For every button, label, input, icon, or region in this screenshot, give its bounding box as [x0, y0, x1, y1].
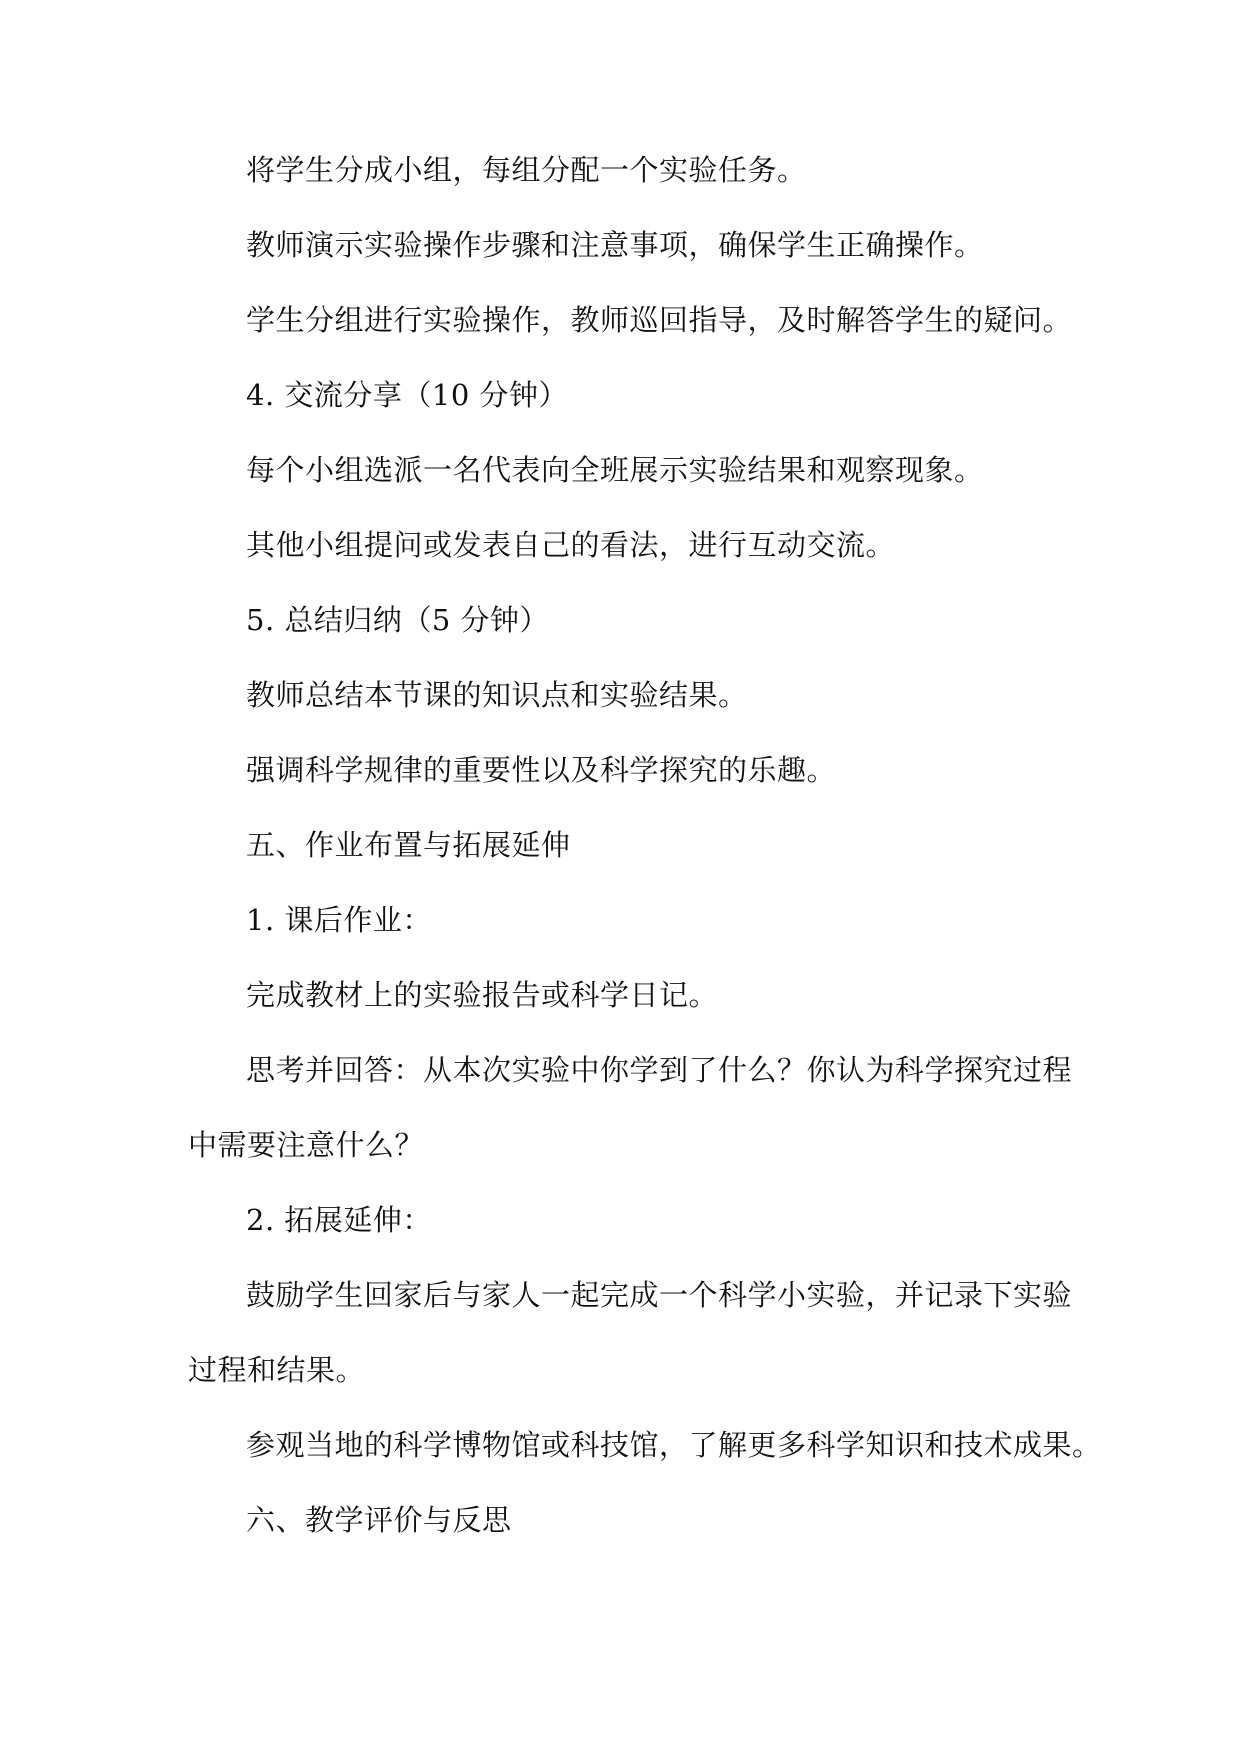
paragraph-group-operation: 学生分组进行实验操作，教师巡回指导，及时解答学生的疑问。 — [246, 303, 1073, 337]
step-5-heading: 5. 总结归纳（5 分钟） — [246, 603, 550, 637]
paragraph-reflection-line2: 中需要注意什么？ — [188, 1128, 425, 1162]
paragraph-emphasis: 强调科学规律的重要性以及科学探究的乐趣。 — [246, 753, 837, 787]
section-5-heading: 五、作业布置与拓展延伸 — [246, 828, 571, 862]
paragraph-home-experiment-line2: 过程和结果。 — [188, 1353, 366, 1387]
homework-heading: 1. 课后作业： — [246, 903, 432, 937]
paragraph-interaction: 其他小组提问或发表自己的看法，进行互动交流。 — [246, 528, 896, 562]
paragraph-report: 完成教材上的实验报告或科学日记。 — [246, 978, 719, 1012]
extension-heading: 2. 拓展延伸： — [246, 1203, 432, 1237]
paragraph-group-present: 每个小组选派一名代表向全班展示实验结果和观察现象。 — [246, 453, 984, 487]
paragraph-reflection-line1: 思考并回答：从本次实验中你学到了什么？你认为科学探究过程 — [246, 1053, 1073, 1087]
paragraph-group-task: 将学生分成小组，每组分配一个实验任务。 — [246, 153, 807, 187]
section-6-heading: 六、教学评价与反思 — [246, 1503, 512, 1537]
paragraph-teacher-demo: 教师演示实验操作步骤和注意事项，确保学生正确操作。 — [246, 228, 984, 262]
paragraph-home-experiment-line1: 鼓励学生回家后与家人一起完成一个科学小实验，并记录下实验 — [246, 1278, 1073, 1312]
paragraph-teacher-summary: 教师总结本节课的知识点和实验结果。 — [246, 678, 748, 712]
step-4-heading: 4. 交流分享（10 分钟） — [246, 378, 569, 412]
paragraph-museum-visit: 参观当地的科学博物馆或科技馆，了解更多科学知识和技术成果。 — [246, 1428, 1102, 1462]
